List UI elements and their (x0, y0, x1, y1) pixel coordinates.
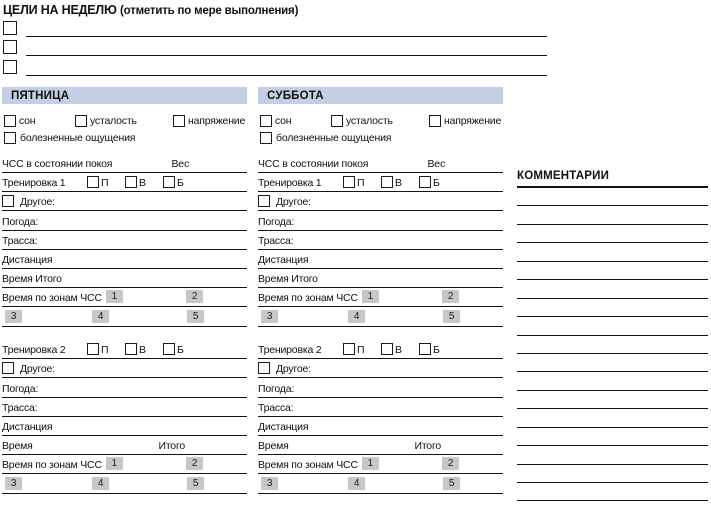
comment-line[interactable] (517, 391, 708, 409)
distance-row (258, 417, 503, 436)
comment-line[interactable] (517, 372, 708, 390)
zone-3-field[interactable] (278, 307, 348, 323)
zone-1-field[interactable] (123, 288, 186, 304)
goal-checkbox[interactable] (3, 21, 17, 35)
total-label: Итого (414, 440, 441, 453)
weather-label: Погода: (2, 215, 39, 228)
weather-field[interactable] (294, 211, 503, 227)
wellness-row-1 (258, 112, 503, 129)
comment-line[interactable] (517, 465, 708, 483)
tension-label: напряжение (444, 114, 502, 127)
comment-line[interactable] (517, 428, 708, 446)
comment-line[interactable] (517, 336, 708, 354)
comment-line[interactable] (517, 354, 708, 372)
sport-b-group (163, 343, 201, 356)
sport-b-group (419, 176, 457, 189)
distance-label: Дистанция (2, 253, 53, 266)
total-field[interactable] (441, 436, 503, 452)
time-total-row (258, 269, 503, 288)
zone-2-badge: 2 (442, 457, 459, 470)
weight-label: Вес (427, 158, 445, 170)
time-field[interactable] (289, 436, 415, 452)
zone-2-field[interactable] (203, 288, 247, 304)
sport-p-label: П (101, 177, 109, 190)
weather-label: Погода: (2, 382, 39, 395)
zone-4-badge: 4 (348, 310, 365, 323)
time-row (258, 436, 503, 455)
zones-row-2 (2, 474, 247, 493)
zone-5-badge: 5 (443, 310, 460, 323)
other-checkbox[interactable] (258, 362, 270, 374)
comment-line[interactable] (517, 446, 708, 464)
other-label: Другое: (20, 363, 55, 376)
day-slot-friday (2, 87, 247, 494)
workout2-row (2, 340, 247, 359)
workout2-field[interactable] (201, 340, 247, 356)
sport-v-label: В (395, 344, 402, 357)
fatigue-group (75, 115, 173, 127)
zone-5-field[interactable] (460, 474, 503, 490)
weather-field[interactable] (38, 211, 247, 227)
fatigue-label: усталость (90, 114, 137, 127)
other-checkbox[interactable] (2, 362, 14, 374)
goal-row (3, 17, 548, 37)
zones-row-1 (258, 455, 503, 474)
page-title (3, 3, 548, 17)
zone-4-field[interactable] (109, 474, 187, 490)
sport-b-checkbox[interactable] (163, 176, 175, 188)
distance-label: Дистанция (258, 421, 309, 434)
zone-3-field[interactable] (22, 474, 92, 490)
zone-1-field[interactable] (379, 288, 442, 304)
resting-hr-label: ЧСС в состоянии покоя (258, 158, 369, 170)
sport-v-group (125, 343, 163, 356)
zone-1-field[interactable] (123, 455, 186, 471)
weight-label: Вес (171, 158, 189, 170)
page-title-note: (отметить по мере выполнения) (119, 5, 299, 17)
soreness-label: болезненные ощущения (20, 131, 136, 144)
zones-row-1 (2, 288, 247, 307)
other-label: Другое: (276, 196, 311, 209)
sport-v-checkbox[interactable] (381, 176, 393, 188)
time-total-field[interactable] (62, 269, 247, 285)
other-field[interactable] (55, 359, 247, 375)
workout1-label: Тренировка 1 (258, 177, 322, 190)
weather-row (2, 211, 247, 230)
zone-2-field[interactable] (459, 288, 503, 304)
sport-p-checkbox[interactable] (343, 176, 355, 188)
wellness-row-2 (2, 129, 247, 146)
comment-line[interactable] (517, 262, 708, 280)
wellness-row-1 (2, 112, 247, 129)
sleep-label: сон (19, 114, 36, 127)
weather-row (258, 378, 503, 397)
comments-column (517, 170, 708, 501)
sport-p-group (343, 176, 381, 189)
sport-p-checkbox[interactable] (87, 343, 99, 355)
sleep-label: сон (275, 114, 292, 127)
zone-2-badge: 2 (186, 457, 203, 470)
resting-hr-label: ЧСС в состоянии покоя (2, 158, 113, 170)
sport-b-checkbox[interactable] (419, 343, 431, 355)
zone-3-badge: 3 (261, 477, 278, 490)
distance-field[interactable] (308, 250, 503, 266)
route-field[interactable] (37, 231, 247, 247)
zones-label: Время по зонам ЧСС (2, 459, 102, 472)
distance-row (2, 417, 247, 436)
weather-label: Погода: (258, 382, 295, 395)
goal-row (3, 37, 548, 57)
distance-row (258, 250, 503, 269)
other-field[interactable] (311, 192, 503, 208)
sport-b-checkbox[interactable] (419, 176, 431, 188)
zones-row-2 (258, 474, 503, 493)
sport-p-group (343, 343, 381, 356)
other-row (258, 192, 503, 211)
goal-line[interactable] (26, 17, 547, 37)
sleep-checkbox[interactable] (260, 115, 272, 127)
route-row (2, 398, 247, 417)
comments-header: КОММЕНТАРИИ (517, 170, 708, 188)
sport-b-group (419, 343, 457, 356)
other-row (258, 359, 503, 378)
zones-row-1 (2, 455, 247, 474)
distance-field[interactable] (308, 417, 503, 433)
zone-5-field[interactable] (204, 307, 247, 323)
zones-row-2 (2, 307, 247, 326)
tension-group (429, 115, 501, 127)
zone-4-field[interactable] (365, 307, 443, 323)
weather-label: Погода: (258, 215, 295, 228)
route-label: Трасса: (258, 234, 294, 247)
resting-hr-row (258, 146, 503, 173)
zone-1-badge: 1 (362, 457, 379, 470)
time-label: Время (2, 440, 33, 453)
comment-line[interactable] (517, 206, 708, 224)
weight-field[interactable] (189, 146, 247, 170)
fatigue-group (331, 115, 429, 127)
zone-1-field[interactable] (379, 455, 442, 471)
distance-label: Дистанция (258, 253, 309, 266)
zone-5-field[interactable] (204, 474, 247, 490)
route-field[interactable] (293, 398, 503, 414)
goal-line[interactable] (26, 37, 547, 57)
fatigue-checkbox[interactable] (331, 115, 343, 127)
page-title-main: ЦЕЛИ НА НЕДЕЛЮ (3, 3, 117, 17)
route-label: Трасса: (258, 401, 294, 414)
sleep-group (260, 115, 331, 127)
zone-3-field[interactable] (22, 307, 92, 323)
sport-v-group (125, 176, 163, 189)
goal-line[interactable] (26, 56, 547, 76)
sport-v-checkbox[interactable] (125, 343, 137, 355)
zone-4-badge: 4 (92, 310, 109, 323)
zone-4-field[interactable] (109, 307, 187, 323)
workout2-row (258, 340, 503, 359)
resting-hr-field[interactable] (368, 146, 427, 170)
route-row (258, 398, 503, 417)
workout2-label: Тренировка 2 (258, 344, 322, 357)
route-field[interactable] (37, 398, 247, 414)
sport-p-checkbox[interactable] (343, 343, 355, 355)
fatigue-checkbox[interactable] (75, 115, 87, 127)
zone-1-badge: 1 (362, 290, 379, 303)
weather-row (2, 378, 247, 397)
sport-p-label: П (357, 177, 365, 190)
soreness-label: болезненные ощущения (276, 131, 392, 144)
soreness-checkbox[interactable] (4, 132, 16, 144)
zones-row-1 (258, 288, 503, 307)
zone-3-badge: 3 (5, 310, 22, 323)
zones-label: Время по зонам ЧСС (2, 292, 102, 305)
sport-b-checkbox[interactable] (163, 343, 175, 355)
comment-line[interactable] (517, 299, 708, 317)
sport-v-checkbox[interactable] (125, 176, 137, 188)
day-header (2, 87, 247, 104)
zone-2-field[interactable] (203, 455, 247, 471)
route-row (2, 231, 247, 250)
other-row (2, 359, 247, 378)
sport-b-label: Б (177, 344, 184, 357)
sport-p-checkbox[interactable] (87, 176, 99, 188)
workout1-field[interactable] (201, 173, 247, 189)
zone-3-badge: 3 (261, 310, 278, 323)
other-label: Другое: (276, 363, 311, 376)
zones-label: Время по зонам ЧСС (258, 292, 358, 305)
sport-v-checkbox[interactable] (381, 343, 393, 355)
distance-label: Дистанция (2, 421, 53, 434)
time-total-label: Время Итого (258, 273, 318, 286)
tension-checkbox[interactable] (173, 115, 185, 127)
comment-line[interactable] (517, 188, 708, 206)
workout1-row (2, 173, 247, 192)
weather-field[interactable] (38, 378, 247, 394)
sport-b-label: Б (177, 177, 184, 190)
other-checkbox[interactable] (258, 195, 270, 207)
route-label: Трасса: (2, 401, 38, 414)
resting-hr-row (2, 146, 247, 173)
distance-row (2, 250, 247, 269)
route-label: Трасса: (2, 234, 38, 247)
weekly-goals-section (3, 3, 548, 76)
zone-1-badge: 1 (106, 457, 123, 470)
weather-row (258, 211, 503, 230)
zones-row-2 (258, 307, 503, 326)
fatigue-label: усталость (346, 114, 393, 127)
sport-p-label: П (357, 344, 365, 357)
zone-5-field[interactable] (460, 307, 503, 323)
comment-line[interactable] (517, 317, 708, 335)
distance-field[interactable] (52, 250, 247, 266)
sport-v-label: В (139, 344, 146, 357)
goal-checkbox[interactable] (3, 40, 17, 54)
day-name: СУББОТА (267, 89, 324, 102)
zone-2-badge: 2 (186, 290, 203, 303)
sport-b-group (163, 176, 201, 189)
day-column-friday (2, 87, 247, 494)
comment-line[interactable] (517, 225, 708, 243)
workout1-field[interactable] (457, 173, 503, 189)
zone-1-badge: 1 (106, 290, 123, 303)
comment-line[interactable] (517, 483, 708, 501)
goal-checkbox[interactable] (3, 60, 17, 74)
workout2-field[interactable] (457, 340, 503, 356)
comment-line[interactable] (517, 409, 708, 427)
zone-4-badge: 4 (348, 477, 365, 490)
tension-label: напряжение (188, 114, 246, 127)
workout2-label: Тренировка 2 (2, 344, 66, 357)
route-field[interactable] (293, 231, 503, 247)
comment-line[interactable] (517, 243, 708, 261)
weather-field[interactable] (294, 378, 503, 394)
workout1-row (258, 173, 503, 192)
sport-p-group (87, 343, 125, 356)
sport-v-group (381, 343, 419, 356)
sport-v-label: В (139, 177, 146, 190)
sport-b-label: Б (433, 344, 440, 357)
other-field[interactable] (55, 192, 247, 208)
sport-p-group (87, 176, 125, 189)
weight-field[interactable] (445, 146, 503, 170)
sleep-checkbox[interactable] (4, 115, 16, 127)
zone-3-field[interactable] (278, 474, 348, 490)
time-total-row (2, 269, 247, 288)
sport-v-label: В (395, 177, 402, 190)
total-label: Итого (158, 440, 185, 453)
day-header (258, 87, 503, 104)
zone-5-badge: 5 (443, 477, 460, 490)
time-total-label: Время Итого (2, 273, 62, 286)
time-row (2, 436, 247, 455)
other-field[interactable] (311, 359, 503, 375)
sport-p-label: П (101, 344, 109, 357)
time-field[interactable] (33, 436, 159, 452)
comment-lines (517, 188, 708, 501)
zone-4-field[interactable] (365, 474, 443, 490)
goal-row (3, 56, 548, 76)
soreness-checkbox[interactable] (260, 132, 272, 144)
day-slot-saturday (258, 87, 503, 494)
zone-2-badge: 2 (442, 290, 459, 303)
zone-5-badge: 5 (187, 477, 204, 490)
day-column-saturday (258, 87, 503, 494)
goal-rows (3, 17, 548, 76)
other-checkbox[interactable] (2, 195, 14, 207)
zone-4-badge: 4 (92, 477, 109, 490)
route-row (258, 231, 503, 250)
tension-group (173, 115, 245, 127)
sport-v-group (381, 176, 419, 189)
zone-3-badge: 3 (5, 477, 22, 490)
distance-field[interactable] (52, 417, 247, 433)
tension-checkbox[interactable] (429, 115, 441, 127)
time-label: Время (258, 440, 289, 453)
sleep-group (4, 115, 75, 127)
other-label: Другое: (20, 196, 55, 209)
resting-hr-field[interactable] (112, 146, 171, 170)
day-name: ПЯТНИЦА (11, 89, 70, 102)
time-total-field[interactable] (318, 269, 503, 285)
sport-b-label: Б (433, 177, 440, 190)
workout1-label: Тренировка 1 (2, 177, 66, 190)
comment-line[interactable] (517, 280, 708, 298)
total-field[interactable] (185, 436, 247, 452)
zones-label: Время по зонам ЧСС (258, 459, 358, 472)
wellness-row-2 (258, 129, 503, 146)
zone-2-field[interactable] (459, 455, 503, 471)
other-row (2, 192, 247, 211)
zone-5-badge: 5 (187, 310, 204, 323)
